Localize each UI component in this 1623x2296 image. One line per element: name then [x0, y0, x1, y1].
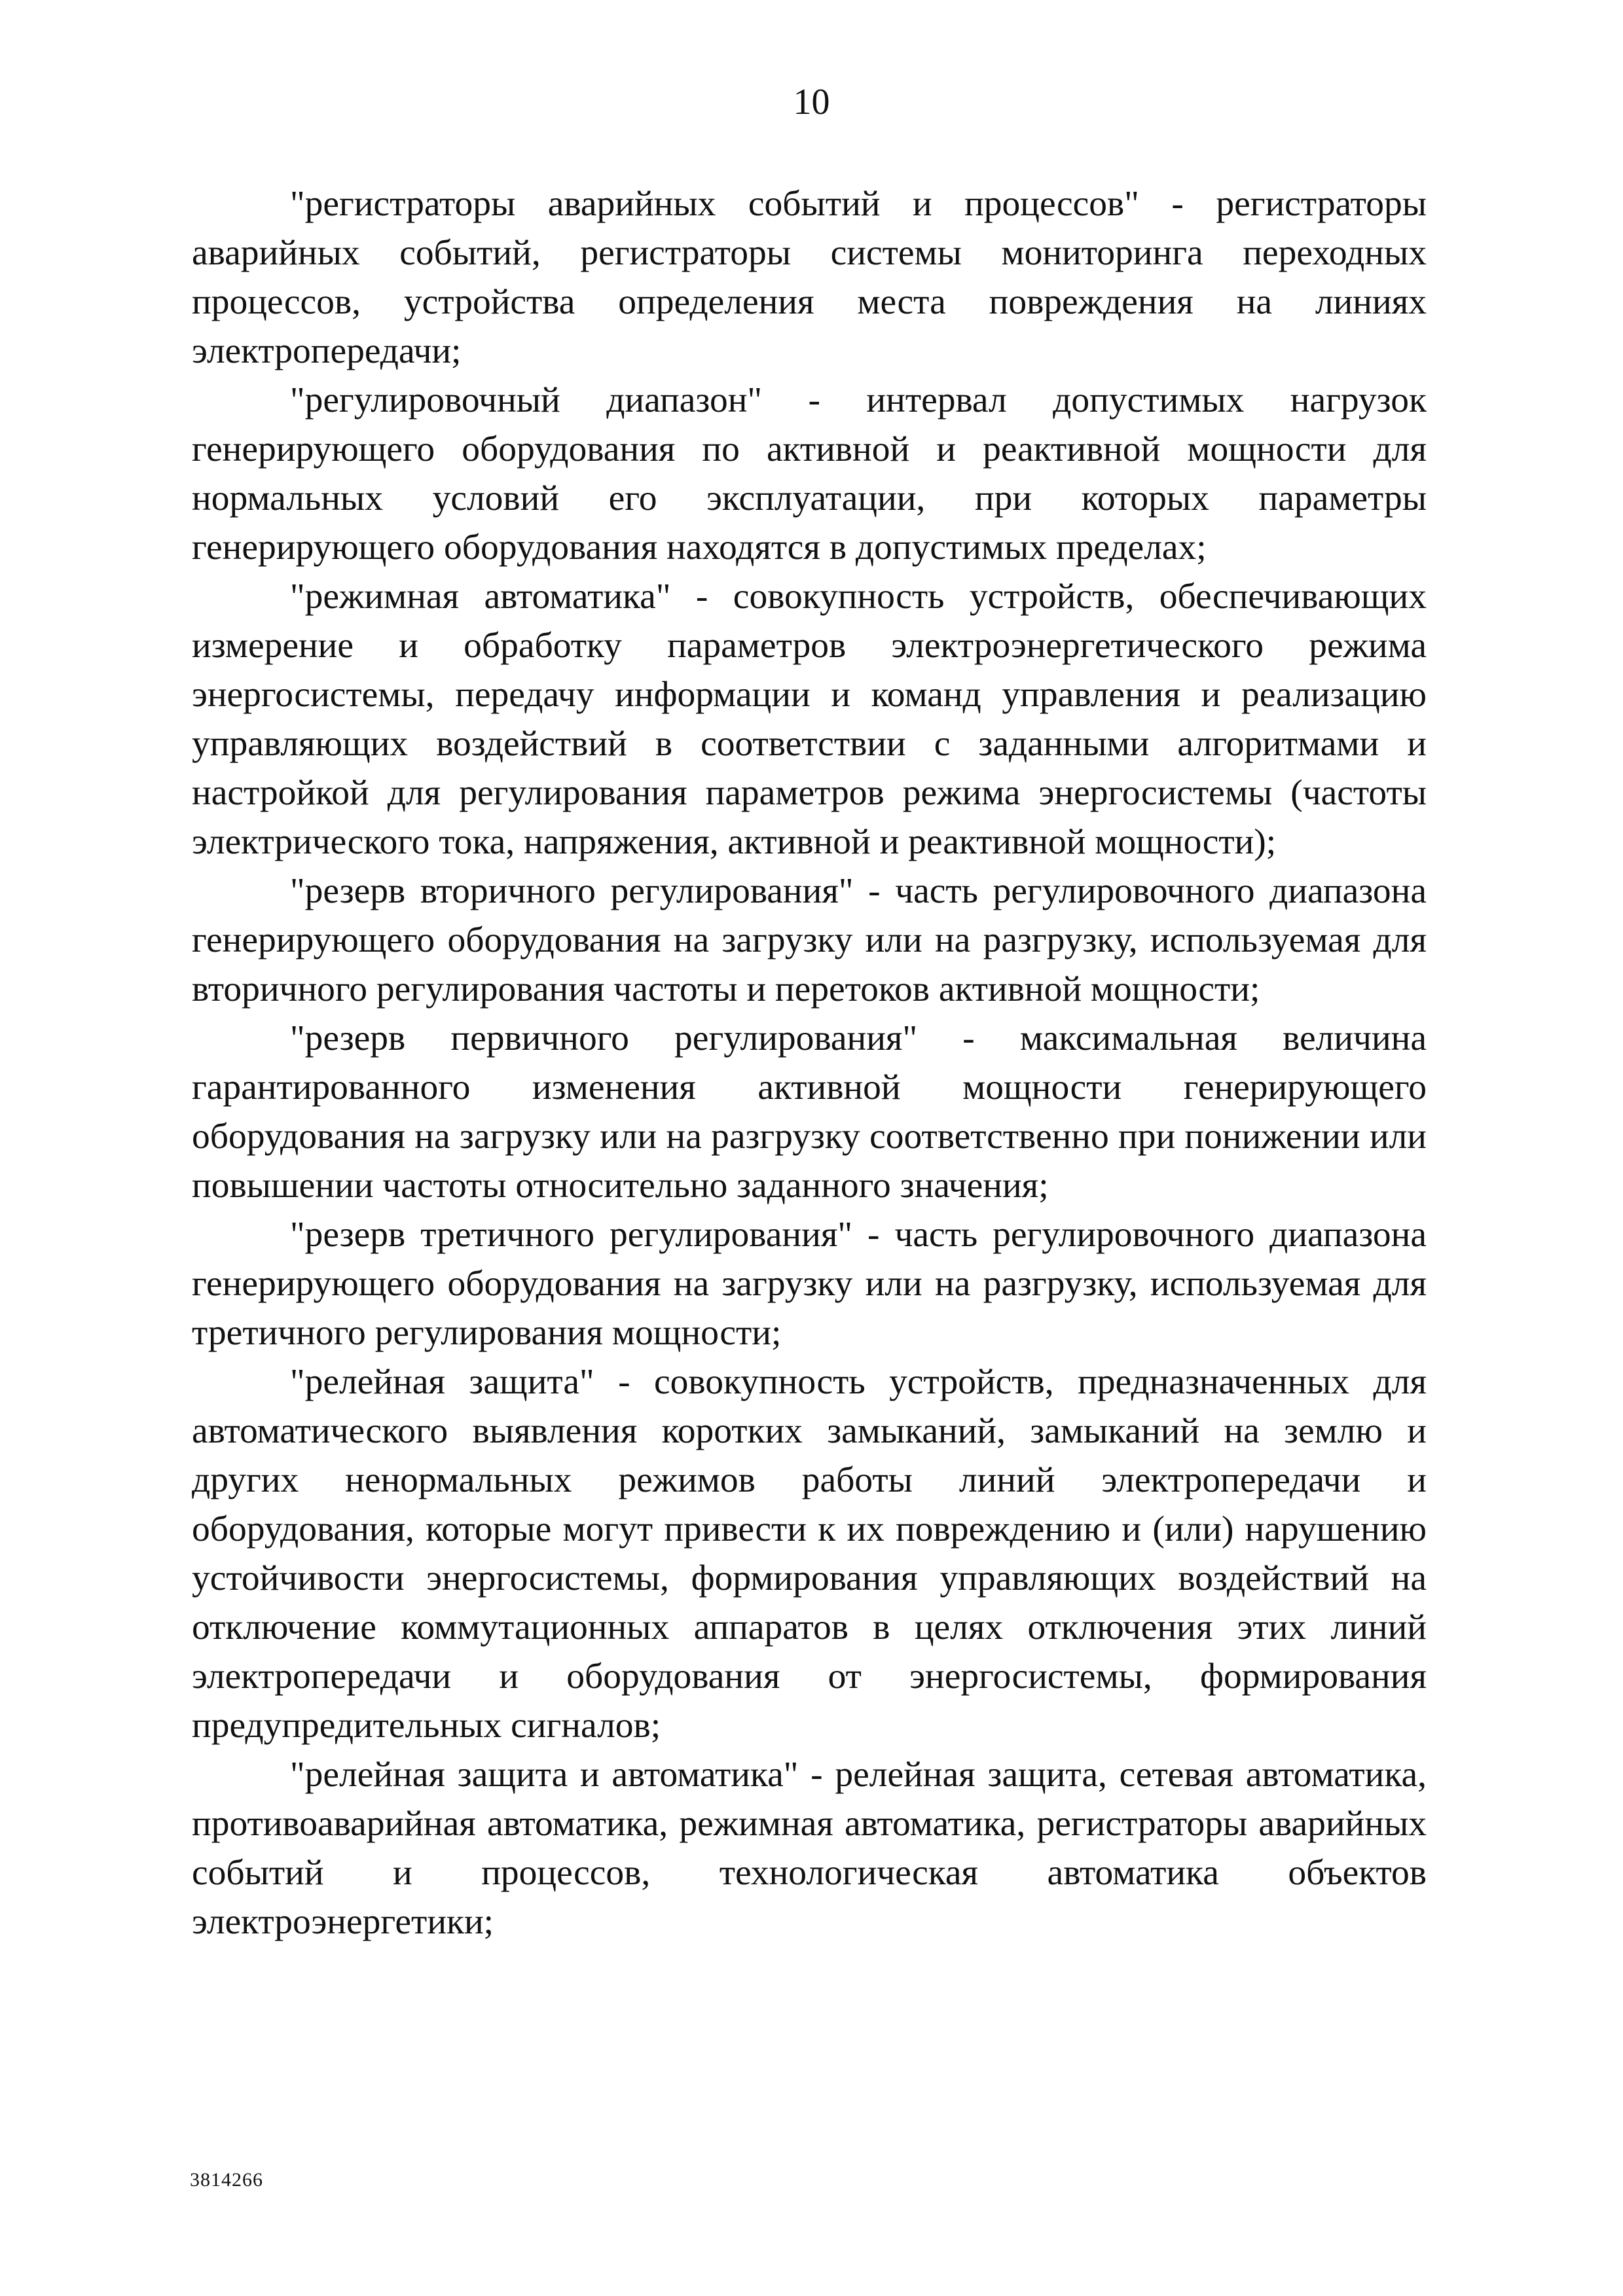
- paragraph: "резерв вторичного регулирования" - часть регулировочного диапазона генерирующего оборудования на загрузку или на разгрузку, используемая для вторичного регулирования частоты и перетоков активной мощности;: [192, 871, 1427, 1009]
- document-body: [192, 179, 1427, 1946]
- page-number: 10: [793, 82, 830, 122]
- paragraph: "регулировочный диапазон" - интервал допустимых нагрузок генерирующего оборудования по активной и реактивной мощности для нормальных условий его эксплуатации, при которых параметры генерирующего оборудования находятся в допустимых пределах;: [192, 380, 1427, 567]
- document-code: 3814266: [190, 2169, 263, 2191]
- paragraph: "регистраторы аварийных событий и процессов" - регистраторы аварийных событий, регистраторы системы мониторинга переходных процессов, устройства определения места повреждения на линиях электропередачи;: [192, 184, 1427, 371]
- paragraph: "резерв первичного регулирования" - максимальная величина гарантированного изменения активной мощности генерирующего оборудования на загрузку или на разгрузку соответственно при понижении или повышении частоты относительно заданного значения;: [192, 1018, 1427, 1206]
- paragraph: "релейная защита и автоматика" - релейная защита, сетевая автоматика, противоаварийная автоматика, режимная автоматика, регистраторы аварийных событий и процессов, технологическая автоматика объектов электроэнергетики;: [192, 1755, 1427, 1942]
- paragraph: "режимная автоматика" - совокупность устройств, обеспечивающих измерение и обработку параметров электроэнергетического режима энергосистемы, передачу информации и команд управления и реализацию управляющих воздействий в соответствии с заданными алгоритмами и настройкой для регулирования параметров режима энергосистемы (частоты электрического тока, напряжения, активной и реактивной мощности);: [192, 577, 1427, 862]
- paragraph: "резерв третичного регулирования" - часть регулировочного диапазона генерирующего оборудования на загрузку или на разгрузку, используемая для третичного регулирования мощности;: [192, 1215, 1427, 1353]
- paragraph: "релейная защита" - совокупность устройств, предназначенных для автоматического выявления коротких замыканий, замыканий на землю и других ненормальных режимов работы линий электропередачи и оборудования, которые могут привести к их повреждению и (или) нарушению устойчивости энергосистемы, формирования управляющих воздействий на отключение коммутационных аппаратов в целях отключения этих линий электропередачи и оборудования от энергосистемы, формирования предупредительных сигналов;: [192, 1362, 1427, 1746]
